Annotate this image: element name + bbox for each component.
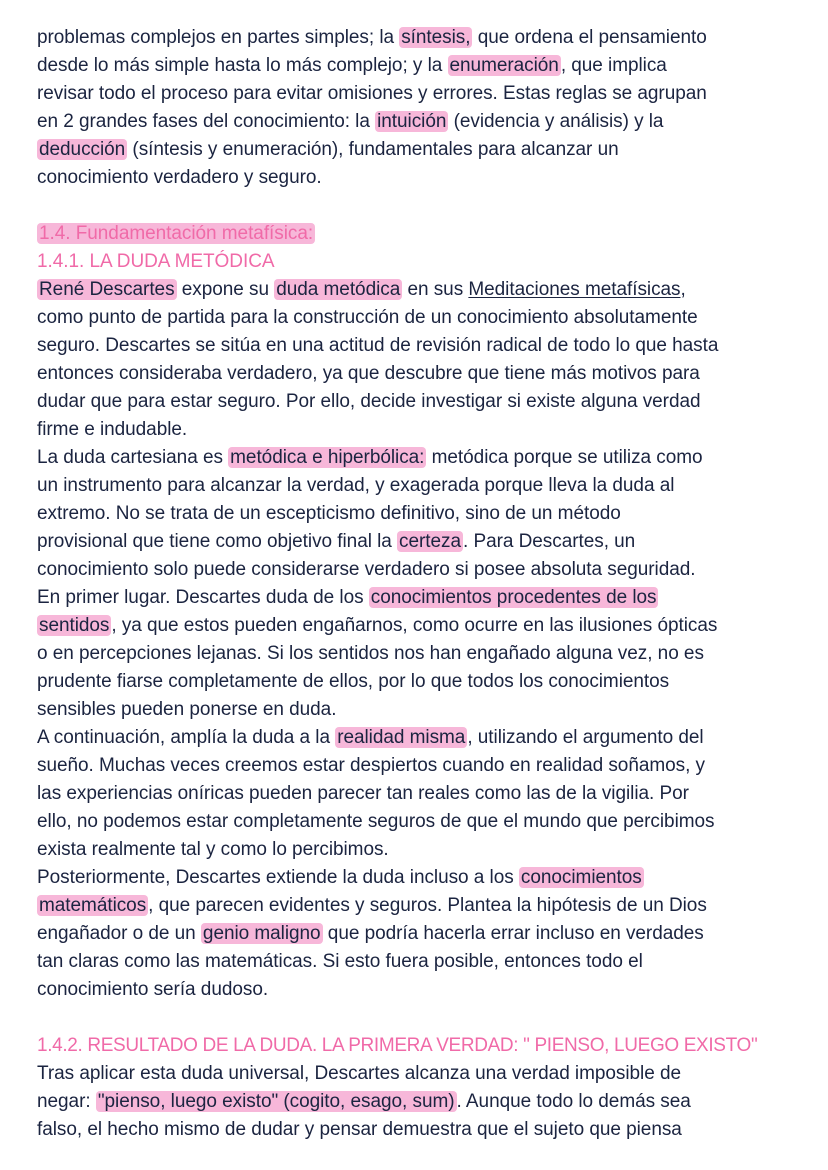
highlighted-term: enumeración (449, 55, 559, 76)
section-subheading: 1.4.2. RESULTADO DE LA DUDA. LA PRIMERA VERDAD: " PIENSO, LUEGO EXISTO" (37, 1035, 758, 1056)
paragraph-line: dudar que para estar seguro. Por ello, decide investigar si existe alguna verdad (37, 391, 701, 412)
highlighted-term: deducción (39, 139, 126, 160)
paragraph-line: ello, no podemos estar completamente seguros de que el mundo que percibimos (37, 811, 715, 832)
paragraph-line: falso, el hecho mismo de dudar y pensar demuestra que el sujeto que piensa (37, 1119, 682, 1140)
highlighted-term: conocimientos procedentes de los (370, 587, 657, 608)
paragraph-line: matemáticos , que parecen evidentes y seguros. Plantea la hipótesis de un Dios (39, 895, 707, 916)
paragraph-line: sueño. Muchas veces creemos estar despiertos cuando en realidad soñamos, y (37, 755, 705, 776)
paragraph-line: La duda cartesiana es metódica e hiperbólica: metódica porque se utiliza como (37, 447, 703, 468)
highlighted-term: René Descartes (39, 279, 175, 300)
highlighted-term: realidad misma (337, 727, 466, 748)
paragraph-line: prudente fiarse completamente de ellos, por lo que todos los conocimientos (37, 671, 670, 692)
paragraph-line: negar: "pienso, luego existo" (cogito, esago, sum) . Aunque todo lo demás sea (37, 1091, 691, 1112)
paragraph-line: revisar todo el proceso para evitar omisiones y errores. Estas reglas se agrupan (37, 83, 707, 104)
paragraph-line: seguro. Descartes se sitúa en una actitud de revisión radical de todo lo que hasta (37, 335, 719, 356)
paragraph-line: sensibles pueden ponerse en duda. (37, 699, 337, 720)
paragraph-line: En primer lugar. Descartes duda de los conocimientos procedentes de los (37, 587, 657, 608)
paragraph-line: Tras aplicar esta duda universal, Descartes alcanza una verdad imposible de (37, 1063, 682, 1084)
paragraph-line: René Descartes expone su duda metódica en sus Meditaciones metafísicas, (39, 279, 686, 300)
paragraph-line: como punto de partida para la construcción de un conocimiento absolutamente (37, 307, 698, 328)
paragraph-line: sentidos , ya que estos pueden engañarnos, como ocurre en las ilusiones ópticas (39, 615, 718, 636)
highlighted-term: intuición (377, 111, 447, 132)
highlighted-term: metódica e hiperbólica: (230, 447, 425, 468)
paragraph-line: Posteriormente, Descartes extiende la duda incluso a los conocimientos (37, 867, 642, 888)
paragraph-line: desde lo más simple hasta lo más complejo; y la enumeración , que implica (37, 55, 667, 76)
highlighted-term: duda metódica (276, 279, 401, 300)
paragraph-line: problemas complejos en partes simples; la síntesis, que ordena el pensamiento (37, 27, 707, 48)
highlighted-term: genio maligno (202, 923, 321, 944)
paragraph-line: extremo. No se trata de un escepticismo definitivo, sino de un método (37, 503, 621, 524)
paragraph-line: exista realmente tal y como lo percibimos. (37, 839, 389, 860)
paragraph-line: engañador o de un genio maligno que podría hacerla errar incluso en verdades (37, 923, 704, 944)
highlighted-term: matemáticos (39, 895, 147, 916)
paragraph-line: deducción (síntesis y enumeración), fundamentales para alcanzar un (39, 139, 619, 160)
paragraph-line: tan claras como las matemáticas. Si esto fuera posible, entonces todo el (37, 951, 643, 972)
book-title: Meditaciones metafísicas (468, 279, 681, 300)
paragraph-line: conocimiento solo puede considerarse verdadero si posee absoluta seguridad. (37, 559, 696, 580)
paragraph-line: en 2 grandes fases del conocimiento: la intuición (evidencia y análisis) y la (37, 111, 664, 132)
highlighted-term: síntesis, (401, 27, 471, 48)
highlighted-term: certeza (399, 531, 461, 552)
highlighted-term: sentidos (39, 615, 110, 636)
paragraph-line: provisional que tiene como objetivo final la certeza . Para Descartes, un (37, 531, 636, 552)
paragraph-line: A continuación, amplía la duda a la realidad misma , utilizando el argumento del (37, 727, 704, 748)
highlighted-term: "pienso, luego existo" (cogito, esago, sum) (97, 1091, 455, 1112)
paragraph-line: conocimiento sería dudoso. (37, 979, 269, 1000)
paragraph-line: firme e indudable. (37, 419, 188, 440)
highlighted-term: conocimientos (520, 867, 642, 888)
paragraph-line: entonces consideraba verdadero, ya que descubre que tiene más motivos para (37, 363, 700, 384)
section-heading: 1.4. Fundamentación metafísica: (39, 223, 314, 244)
section-subheading: 1.4.1. LA DUDA METÓDICA (37, 251, 275, 272)
paragraph-line: un instrumento para alcanzar la verdad, y exagerada porque lleva la duda al (37, 475, 675, 496)
paragraph-line: o en percepciones lejanas. Si los sentidos nos han engañado alguna vez, no es (37, 643, 704, 664)
paragraph-line: conocimiento verdadero y seguro. (37, 167, 322, 188)
paragraph-line: las experiencias oníricas pueden parecer tan reales como las de la vigilia. Por (37, 783, 689, 804)
